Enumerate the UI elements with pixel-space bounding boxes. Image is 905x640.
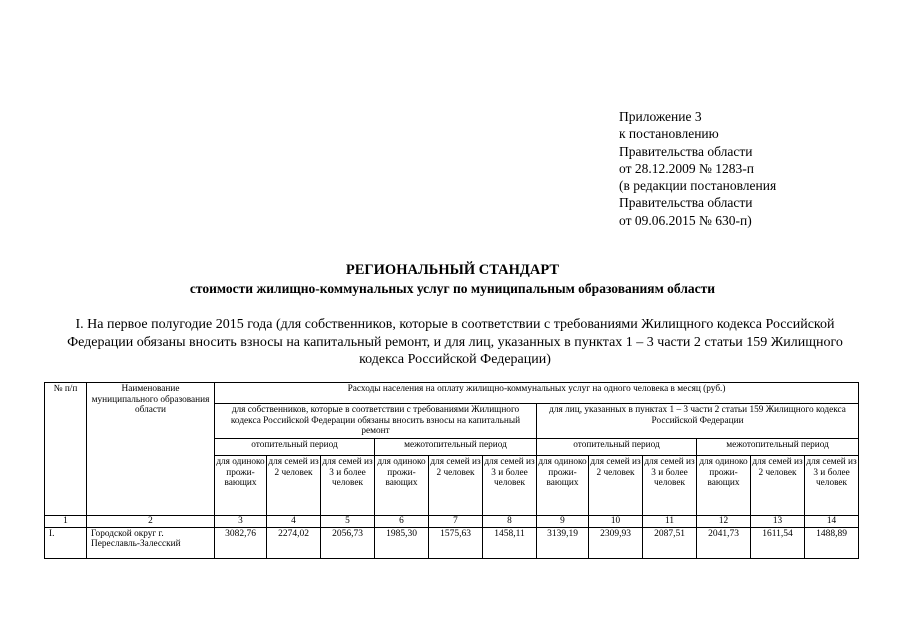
value-cell: 2274,02 — [267, 527, 321, 558]
value-cell: 1488,89 — [805, 527, 859, 558]
value-cell: 3082,76 — [215, 527, 267, 558]
header-family-2: для семей из 2 человек — [429, 456, 483, 516]
column-index: 14 — [805, 516, 859, 528]
standard-table — [44, 382, 859, 559]
column-index: 13 — [751, 516, 805, 528]
header-expenses: Расходы населения на оплату жилищно-коммунальных услуг на одного человека в месяц (руб.) — [215, 383, 859, 404]
column-index: 5 — [321, 516, 375, 528]
table-row — [45, 527, 859, 558]
header-period-nonheating: межотопительный период — [697, 439, 859, 456]
header-single: для одиноко прожи-вающих — [697, 456, 751, 516]
value-cell: 2087,51 — [643, 527, 697, 558]
section-heading: I. На первое полугодие 2015 года (для собственников, которые в соответствии с требованиями Жилищного кодекса Российской Федерации обязаны вносить взносы на капитальный ремонт, и для лиц, указанных в пунктах 1 – 3 части 2 статьи 159 Жилищного кодекса Российской Федерации) — [67, 317, 843, 367]
column-index: 6 — [375, 516, 429, 528]
column-index: 7 — [429, 516, 483, 528]
appendix-line: от 28.12.2009 № 1283-п — [619, 160, 754, 176]
column-index: 9 — [537, 516, 589, 528]
header-family-2: для семей из 2 человек — [267, 456, 321, 516]
header-municipality: Наименование муниципального образования области — [87, 383, 215, 516]
header-family-2: для семей из 2 человек — [751, 456, 805, 516]
appendix-line: Приложение 3 — [619, 109, 702, 124]
value-cell: 1458,11 — [483, 527, 537, 558]
column-index: 4 — [267, 516, 321, 528]
header-period-nonheating: межотопительный период — [375, 439, 537, 456]
header-group-persons: для лиц, указанных в пунктах 1 – 3 части 2 статьи 159 Жилищного кодекса Российской Федерации — [537, 404, 859, 439]
column-index: 11 — [643, 516, 697, 528]
header-single: для одиноко прожи-вающих — [215, 456, 267, 516]
column-index: 3 — [215, 516, 267, 528]
value-cell: 2309,93 — [589, 527, 643, 558]
column-index: 2 — [87, 516, 215, 528]
header-family-3: для семей из 3 и более человек — [321, 456, 375, 516]
column-index: 10 — [589, 516, 643, 528]
column-index: 12 — [697, 516, 751, 528]
appendix-block — [619, 108, 776, 229]
column-index: 1 — [45, 516, 87, 528]
appendix-line: Правительства области — [619, 195, 753, 211]
header-number: № п/п — [45, 383, 87, 516]
header-period-heating: отопительный период — [215, 439, 375, 456]
column-index: 8 — [483, 516, 537, 528]
header-family-3: для семей из 3 и более человек — [483, 456, 537, 516]
header-single: для одиноко прожи-вающих — [375, 456, 429, 516]
value-cell: 1985,30 — [375, 527, 429, 558]
header-family-3: для семей из 3 и более человек — [805, 456, 859, 516]
value-cell: 1611,54 — [751, 527, 805, 558]
value-cell: 2056,73 — [321, 527, 375, 558]
header-family-3: для семей из 3 и более человек — [643, 456, 697, 516]
header-group-owners: для собственников, которые в соответствии с требованиями Жилищного кодекса Российской Федерации обязаны вносить взносы на капитальный ремонт — [215, 404, 537, 439]
appendix-line: от 09.06.2015 № 630-п) — [619, 212, 752, 228]
header-period-heating: отопительный период — [537, 439, 697, 456]
document-title: РЕГИОНАЛЬНЫЙ СТАНДАРТ — [345, 262, 560, 278]
appendix-line: Правительства области — [619, 143, 753, 159]
appendix-line: (в редакции постановления — [619, 178, 777, 194]
value-cell: 3139,19 — [537, 527, 589, 558]
appendix-line: к постановлению — [619, 126, 719, 142]
header-single: для одиноко прожи-вающих — [537, 456, 589, 516]
document-subtitle: стоимости жилищно-коммунальных услуг по муниципальным образованиям области — [189, 281, 716, 296]
column-index-row — [45, 516, 859, 528]
value-cell: 2041,73 — [697, 527, 751, 558]
header-family-2: для семей из 2 человек — [589, 456, 643, 516]
row-municipality: Городской округ г. Переславль-Залесский — [87, 527, 215, 558]
row-number: I. — [45, 527, 87, 558]
value-cell: 1575,63 — [429, 527, 483, 558]
